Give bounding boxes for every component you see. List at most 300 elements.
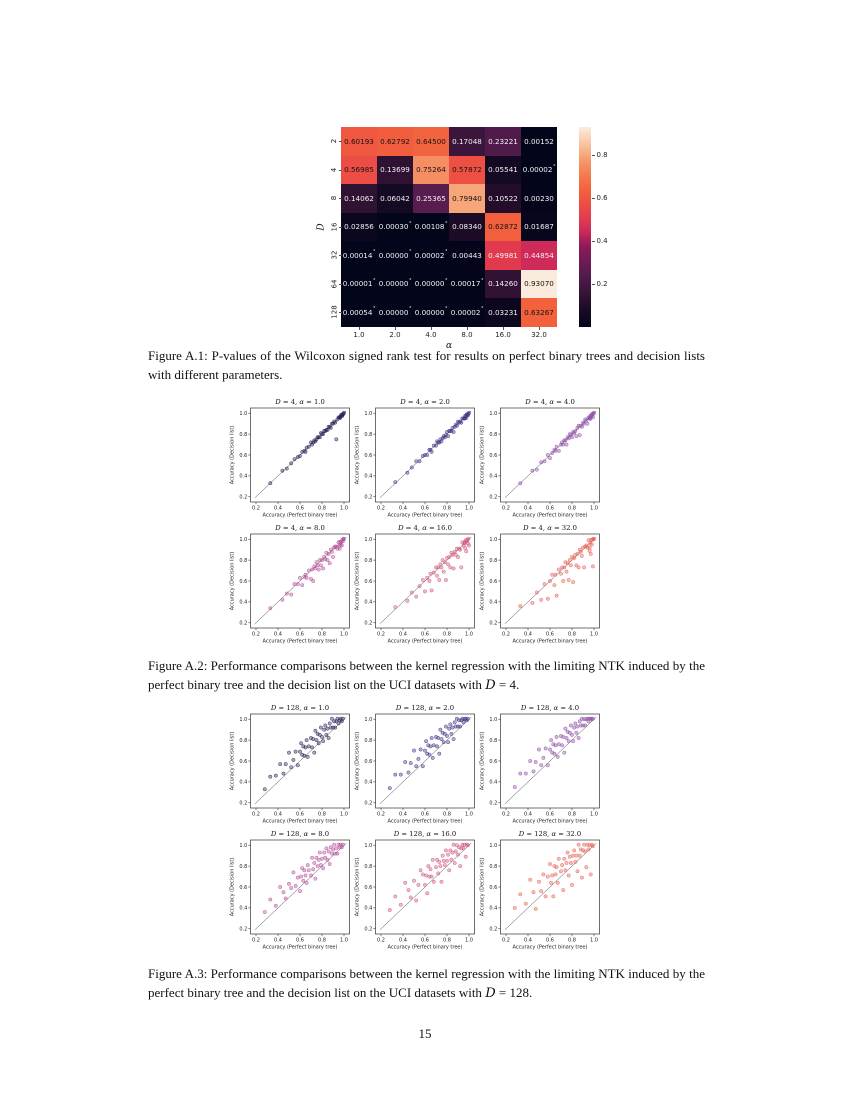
scatter-point [335,847,338,850]
scatter-point [306,863,309,866]
scatter-point [531,469,534,472]
scatter-point [562,443,565,446]
scatter-point [584,545,587,548]
x-ticklabel: 0.6 [296,937,304,944]
scatter-point [399,773,402,776]
y-ticklabel: 0.6 [489,578,498,585]
scatter-point [535,591,538,594]
x-ticklabel: 0.6 [421,937,429,944]
scatter-point [549,738,552,741]
scatter-point [326,727,329,730]
y-ticklabel: 0.8 [489,863,498,870]
scatter-point [540,763,543,766]
y-axis-label: Accuracy (Decision list) [229,857,236,917]
x-axis-label: Accuracy (Perfect binary tree) [387,512,463,518]
scatter-point [567,874,570,877]
scatter-point [309,874,312,877]
scatter-point [565,443,568,446]
scatter-point [553,583,556,586]
scatter-point [319,863,322,866]
y-ticklabel: 0.8 [239,557,248,564]
scatter-point [388,908,391,911]
y-ticklabel: 1.0 [489,843,498,850]
y-ticklabel: 0.4 [489,473,498,480]
scatter-point [591,565,594,568]
scatter-point [582,566,585,569]
heatmap-cell: 0.49981 [485,241,521,270]
scatter-point [591,845,594,848]
scatter-point [554,449,557,452]
scatter-point [455,424,458,427]
scatter-point [325,847,328,850]
scatter-point [303,754,306,757]
x-ticklabel: 0.6 [296,811,304,818]
scatter-point [568,855,571,858]
figure-a1-caption [148,347,705,385]
y-ticklabel: 1.0 [489,537,498,544]
scatter-point [323,728,326,731]
scatter-point [394,480,397,483]
scatter-point [312,579,315,582]
y-ticklabel: 0.2 [239,494,248,501]
scatter-point [450,858,453,861]
scatter-point [424,874,427,877]
scatter-point [591,416,594,419]
scatter-panel [477,521,602,644]
scatter-point [448,869,451,872]
scatter-point [417,757,420,760]
y-ticklabel: 0.2 [489,620,498,627]
scatter-point [298,576,301,579]
scatter-point [321,567,324,570]
scatter-point [287,751,290,754]
y-ticklabel: 0.8 [239,431,248,438]
scatter-point [439,864,442,867]
scatter-point [574,860,577,863]
heatmap-x-ticklabels [341,327,557,339]
scatter-point [404,881,407,884]
heatmap-cell: 0.00002 * [413,241,449,270]
scatter-point [453,721,456,724]
scatter-point [456,853,459,856]
x-ticklabel: 0.4 [524,505,532,512]
scatter-point [434,444,437,447]
scatter-point [313,861,316,864]
heatmap-cell: 0.64500 [413,127,449,156]
heatmap-cell: 0.00230 [521,184,557,213]
y-axis-label: Accuracy (Decision list) [479,731,486,791]
heatmap-cell: 0.00443 [449,241,485,270]
x-ticklabel: 0.8 [568,811,576,818]
scatter-point [574,429,577,432]
figure-a3-caption [148,965,705,1003]
scatter-point [575,435,578,438]
scatter-point [535,468,538,471]
scatter-point [326,558,329,561]
scatter-point [336,852,339,855]
y-ticklabel: 0.6 [364,884,373,891]
x-axis-label-text: α [445,340,453,351]
scatter-point [446,563,449,566]
colorbar-ticklabel: 0.2 [592,280,608,288]
colorbar-wrap [579,127,623,327]
x-ticklabel: 0.8 [318,937,326,944]
scatter-point [294,884,297,887]
scatter-point [437,736,440,739]
x-ticklabel: 0.8 [568,631,576,638]
scatter-point [575,731,578,734]
scatter-point [451,553,454,556]
scatter-point [567,739,570,742]
scatter-point [446,741,449,744]
scatter-point [513,906,516,909]
scatter-point [546,763,549,766]
scatter-point [559,572,562,575]
heatmap-cell: 0.00000 * [413,298,449,327]
scatter-point [555,594,558,597]
x-ticklabel: 0.2 [377,505,385,512]
x-ticklabel: 1.0 [590,631,598,638]
y-axis-label: Accuracy (Decision list) [229,551,236,611]
diagonal-line [255,717,346,804]
scatter-point [410,591,413,594]
colorbar-ticklabel: 0.6 [592,194,608,202]
heatmap-cell: 0.23221 [485,127,521,156]
scatter-point [440,566,443,569]
x-ticklabel: 1.0 [590,937,598,944]
scatter-point [524,902,527,905]
x-ticklabel: 0.4 [399,505,407,512]
x-ticklabel: 0.4 [399,811,407,818]
scatter-point [285,467,288,470]
scatter-point [543,460,546,463]
scatter-point [294,750,297,753]
y-ticklabel: 0.6 [489,884,498,891]
scatter-point [576,870,579,873]
scatter-point [307,869,310,872]
scatter-point [327,552,330,555]
scatter-point [580,554,583,557]
scatter-point [406,599,409,602]
scatter-point [415,595,418,598]
scatter-point [317,858,320,861]
scatter-point [513,785,516,788]
scatter-point [446,435,449,438]
heatmap-cell: 0.03231 [485,298,521,327]
scatter-point [426,576,429,579]
y-ticklabel: 0.6 [364,452,373,459]
heatmap-cell: 0.25365 [413,184,449,213]
x-ticklabel: 0.4 [524,811,532,818]
heatmap-cell: 0.00017 * [449,270,485,299]
scatter-point [438,578,441,581]
caption-math-var: D [485,985,496,1001]
diagonal-line [505,843,596,930]
x-axis-label: Accuracy (Perfect binary tree) [512,944,588,950]
scatter-point [445,734,448,737]
x-ticklabel: 0.8 [318,811,326,818]
x-ticklabel: 0.6 [546,937,554,944]
scatter-panel [227,827,352,950]
scatter-point [284,897,287,900]
x-axis-label: Accuracy (Perfect binary tree) [387,944,463,950]
y-ticklabel: 0.6 [239,884,248,891]
scatter-point [324,724,327,727]
scatter-point [440,737,443,740]
scatter-point [332,843,335,846]
heatmap-x-ticklabel: 16.0 [485,327,521,339]
y-ticklabel: 0.4 [364,779,373,786]
scatter-point [529,878,532,881]
y-ticklabel: 1.0 [239,537,248,544]
scatter-point [290,766,293,769]
scatter-point [549,881,552,884]
scatter-point [429,745,432,748]
scatter-point [430,875,433,878]
scatter-point [553,752,556,755]
scatter-point [589,552,592,555]
heatmap-y-axis-label [316,127,328,327]
scatter-point [592,411,595,414]
scatter-panel [227,701,352,824]
scatter-point [446,853,449,856]
scatter-point [421,873,424,876]
x-ticklabel: 1.0 [590,811,598,818]
scatter-point [316,564,319,567]
heatmap-cell: 0.62872 [485,213,521,242]
scatter-point [551,573,554,576]
scatter-point [544,747,547,750]
x-axis-label: Accuracy (Perfect binary tree) [262,638,338,644]
scatter-panel [352,521,477,644]
scatter-panel [352,395,477,518]
scatter-point [519,772,522,775]
heatmap-y-ticklabel: 128 [328,298,341,327]
x-axis-label: Accuracy (Perfect binary tree) [262,818,338,824]
scatter-point [454,850,457,853]
scatter-point [325,733,328,736]
y-ticklabel: 0.2 [239,926,248,933]
scatter-point [548,862,551,865]
scatter-point [459,420,462,423]
scatter-point [424,739,427,742]
diagonal-line [505,717,596,804]
scatter-point [557,568,560,571]
x-ticklabel: 0.2 [377,811,385,818]
scatter-point [548,456,551,459]
y-ticklabel: 0.2 [489,926,498,933]
scatter-point [316,864,319,867]
scatter-point [524,772,527,775]
heatmap-cell: 0.63267 [521,298,557,327]
scatter-point [406,471,409,474]
scatter-point [426,453,429,456]
heatmap-cell: 0.57872 [449,156,485,185]
scatter-point [298,889,301,892]
scatter-point [448,727,451,730]
y-ticklabel: 0.4 [239,599,248,606]
scatter-point [467,544,470,547]
scatter-point [567,437,570,440]
x-ticklabel: 0.8 [443,937,451,944]
x-ticklabel: 0.6 [546,505,554,512]
scatter-point [304,450,307,453]
x-ticklabel: 0.6 [421,811,429,818]
scatter-point [314,729,317,732]
scatter-point [326,858,329,861]
x-ticklabel: 0.8 [443,505,451,512]
scatter-point [293,457,296,460]
heatmap-cell: 0.93070 [521,270,557,299]
y-axis-label-text: D [317,223,327,231]
heatmap-x-ticklabel: 2.0 [377,327,413,339]
scatter-point [304,573,307,576]
x-ticklabel: 0.4 [524,631,532,638]
scatter-point [544,895,547,898]
scatter-point [329,426,332,429]
scatter-point [534,760,537,763]
x-ticklabel: 0.6 [296,631,304,638]
scatter-point [429,868,432,871]
scatter-point [321,739,324,742]
scatter-point [305,738,308,741]
scatter-point [284,762,287,765]
scatter-point [537,880,540,883]
scatter-point [307,745,310,748]
scatter-point [269,775,272,778]
panel-title: D = 128, α = 16.0 [393,830,457,838]
x-ticklabel: 1.0 [340,631,348,638]
scatter-panel [477,701,602,824]
panel-title: D = 4, α = 32.0 [523,524,577,532]
scatter-point [466,844,469,847]
scatter-point [306,755,309,758]
scatter-point [588,417,591,420]
scatter-point [318,436,321,439]
caption-text-rest: = 4. [495,676,520,692]
caption-text: Figure A.1: P-values of the Wilcoxon signed rank test for results on perfect binary trees and decision lists with different parameters. [148,348,705,382]
scatter-point [562,579,565,582]
scatter-point [299,742,302,745]
heatmap-cell: 0.62792 [377,127,413,156]
scatter-panel [352,701,477,824]
scatter-point [293,582,296,585]
scatter-point [562,735,565,738]
x-axis-label: Accuracy (Perfect binary tree) [387,818,463,824]
scatter-point [443,863,446,866]
x-ticklabel: 0.4 [274,505,282,512]
scatter-point [462,721,465,724]
scatter-point [450,732,453,735]
scatter-point [565,736,568,739]
scatter-point [577,566,580,569]
heatmap-y-ticklabels [328,127,341,327]
x-ticklabel: 0.6 [296,505,304,512]
y-ticklabel: 0.6 [239,758,248,765]
y-ticklabel: 0.6 [364,758,373,765]
y-ticklabel: 0.2 [364,620,373,627]
y-ticklabel: 0.4 [364,473,373,480]
y-ticklabel: 0.8 [364,737,373,744]
heatmap-cell: 0.00002 * [449,298,485,327]
panel-title: D = 128, α = 1.0 [270,704,330,712]
y-ticklabel: 0.8 [239,863,248,870]
scatter-point [578,854,581,857]
scatter-point [452,737,455,740]
scatter-point [328,862,331,865]
scatter-point [279,762,282,765]
scatter-point [466,717,469,720]
scatter-point [274,774,277,777]
heatmap-y-ticklabel: 2 [328,127,341,156]
scatter-point [551,451,554,454]
scatter-point [410,466,413,469]
scatter-point [571,739,574,742]
y-ticklabel: 0.4 [489,599,498,606]
y-ticklabel: 1.0 [364,411,373,418]
heatmap-x-ticklabel: 8.0 [449,327,485,339]
scatter-point [573,726,576,729]
heatmap-main [341,127,557,351]
y-ticklabel: 0.2 [364,800,373,807]
scatter-point [442,859,445,862]
scatter-point [305,576,308,579]
y-ticklabel: 1.0 [239,843,248,850]
diagonal-line [255,843,346,930]
y-ticklabel: 0.4 [364,905,373,912]
scatter-point [312,868,315,871]
scatter-point [588,546,591,549]
y-ticklabel: 0.8 [489,557,498,564]
scatter-point [463,542,466,545]
scatter-point [554,744,557,747]
caption-text: Figure A.2: Performance comparisons between the kernel regression with the limiting NTK induced by the perfect binary tree and the decision list on the UCI datasets with [148,658,705,692]
x-ticklabel: 0.2 [502,505,510,512]
scatter-point [426,892,429,895]
scatter-point [335,438,338,441]
x-ticklabel: 0.4 [524,937,532,944]
scatter-point [301,583,304,586]
scatter-point [559,870,562,873]
y-ticklabel: 0.4 [239,779,248,786]
scatter-point [589,873,592,876]
scatter-point [435,745,438,748]
scatter-point [415,899,418,902]
heatmap-cell: 0.13699 [377,156,413,185]
scatter-point [328,562,331,565]
scatter-point [582,422,585,425]
panel-title: D = 128, α = 4.0 [520,704,580,712]
panel-title: D = 4, α = 4.0 [525,398,575,406]
scatter-point [519,604,522,607]
y-ticklabel: 0.6 [239,578,248,585]
y-ticklabel: 0.6 [489,758,498,765]
scatter-point [407,771,410,774]
x-ticklabel: 0.4 [399,937,407,944]
scatter-point [417,883,420,886]
heatmap-grid [341,127,557,327]
scatter-point [542,756,545,759]
scatter-point [460,566,463,569]
x-ticklabel: 0.8 [443,631,451,638]
scatter-point [451,726,454,729]
colorbar-ticklabel: 0.4 [592,237,608,245]
scatter-point [310,746,313,749]
scatter-point [334,545,337,548]
scatter-point [342,538,345,541]
scatter-point [404,760,407,763]
heatmap-cell: 0.05541 [485,156,521,185]
